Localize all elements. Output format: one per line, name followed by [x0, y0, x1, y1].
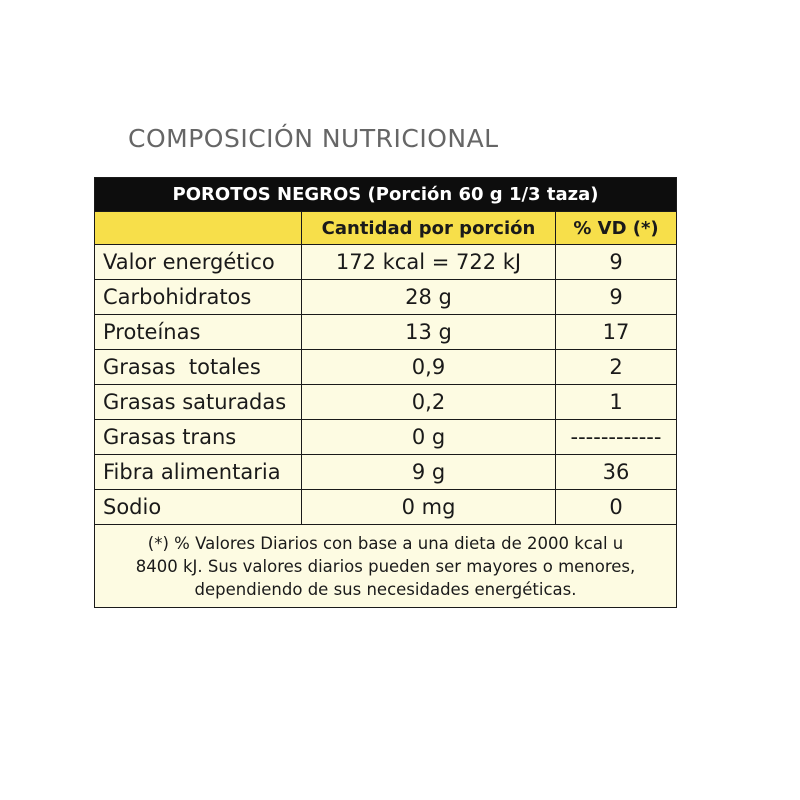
nutrient-name: Valor energético [95, 245, 302, 280]
nutrient-vd: 9 [556, 245, 677, 280]
table-row [95, 490, 677, 525]
footnote-line: dependiendo de sus necesidades energéticas. [194, 579, 577, 599]
column-header-vd: % VD (*) [556, 212, 677, 245]
nutrient-name: Grasas saturadas [95, 385, 302, 420]
table-row [95, 455, 677, 490]
column-header-row [95, 212, 677, 245]
footnote-line: 8400 kJ. Sus valores diarios pueden ser mayores o menores, [135, 556, 636, 576]
nutrient-name: Sodio [95, 490, 302, 525]
table-row [95, 280, 677, 315]
nutrient-name: Fibra alimentaria [95, 455, 302, 490]
nutrient-amount: 172 kcal = 722 kJ [302, 245, 556, 280]
nutrient-amount: 28 g [302, 280, 556, 315]
nutrient-amount: 0 mg [302, 490, 556, 525]
nutrient-vd: 0 [556, 490, 677, 525]
nutrient-amount: 0 g [302, 420, 556, 455]
nutrient-amount: 9 g [302, 455, 556, 490]
table-row [95, 385, 677, 420]
nutrient-amount: 0,9 [302, 350, 556, 385]
table-row [95, 350, 677, 385]
nutrient-vd: 9 [556, 280, 677, 315]
column-header-amount: Cantidad por porción [302, 212, 556, 245]
nutrient-vd: 2 [556, 350, 677, 385]
nutrient-name: Grasas totales [95, 350, 302, 385]
nutrient-name: Proteínas [95, 315, 302, 350]
column-header-nutrient [95, 212, 302, 245]
footnote [95, 525, 677, 608]
nutrition-table [94, 177, 677, 608]
nutrient-name: Carbohidratos [95, 280, 302, 315]
table-header: POROTOS NEGROS (Porción 60 g 1/3 taza) [95, 178, 677, 212]
table-header-row [95, 178, 677, 212]
nutrient-vd: 36 [556, 455, 677, 490]
footnote-line: (*) % Valores Diarios con base a una dieta de 2000 kcal u [147, 533, 624, 553]
nutrient-name: Grasas trans [95, 420, 302, 455]
nutrient-vd: 17 [556, 315, 677, 350]
table-row [95, 315, 677, 350]
page-title: COMPOSICIÓN NUTRICIONAL [128, 124, 499, 153]
table-row [95, 245, 677, 280]
nutrient-vd: 1 [556, 385, 677, 420]
nutrient-amount: 13 g [302, 315, 556, 350]
nutrient-vd: ------------ [556, 420, 677, 455]
footnote-row [95, 525, 677, 608]
nutrient-amount: 0,2 [302, 385, 556, 420]
table-row [95, 420, 677, 455]
